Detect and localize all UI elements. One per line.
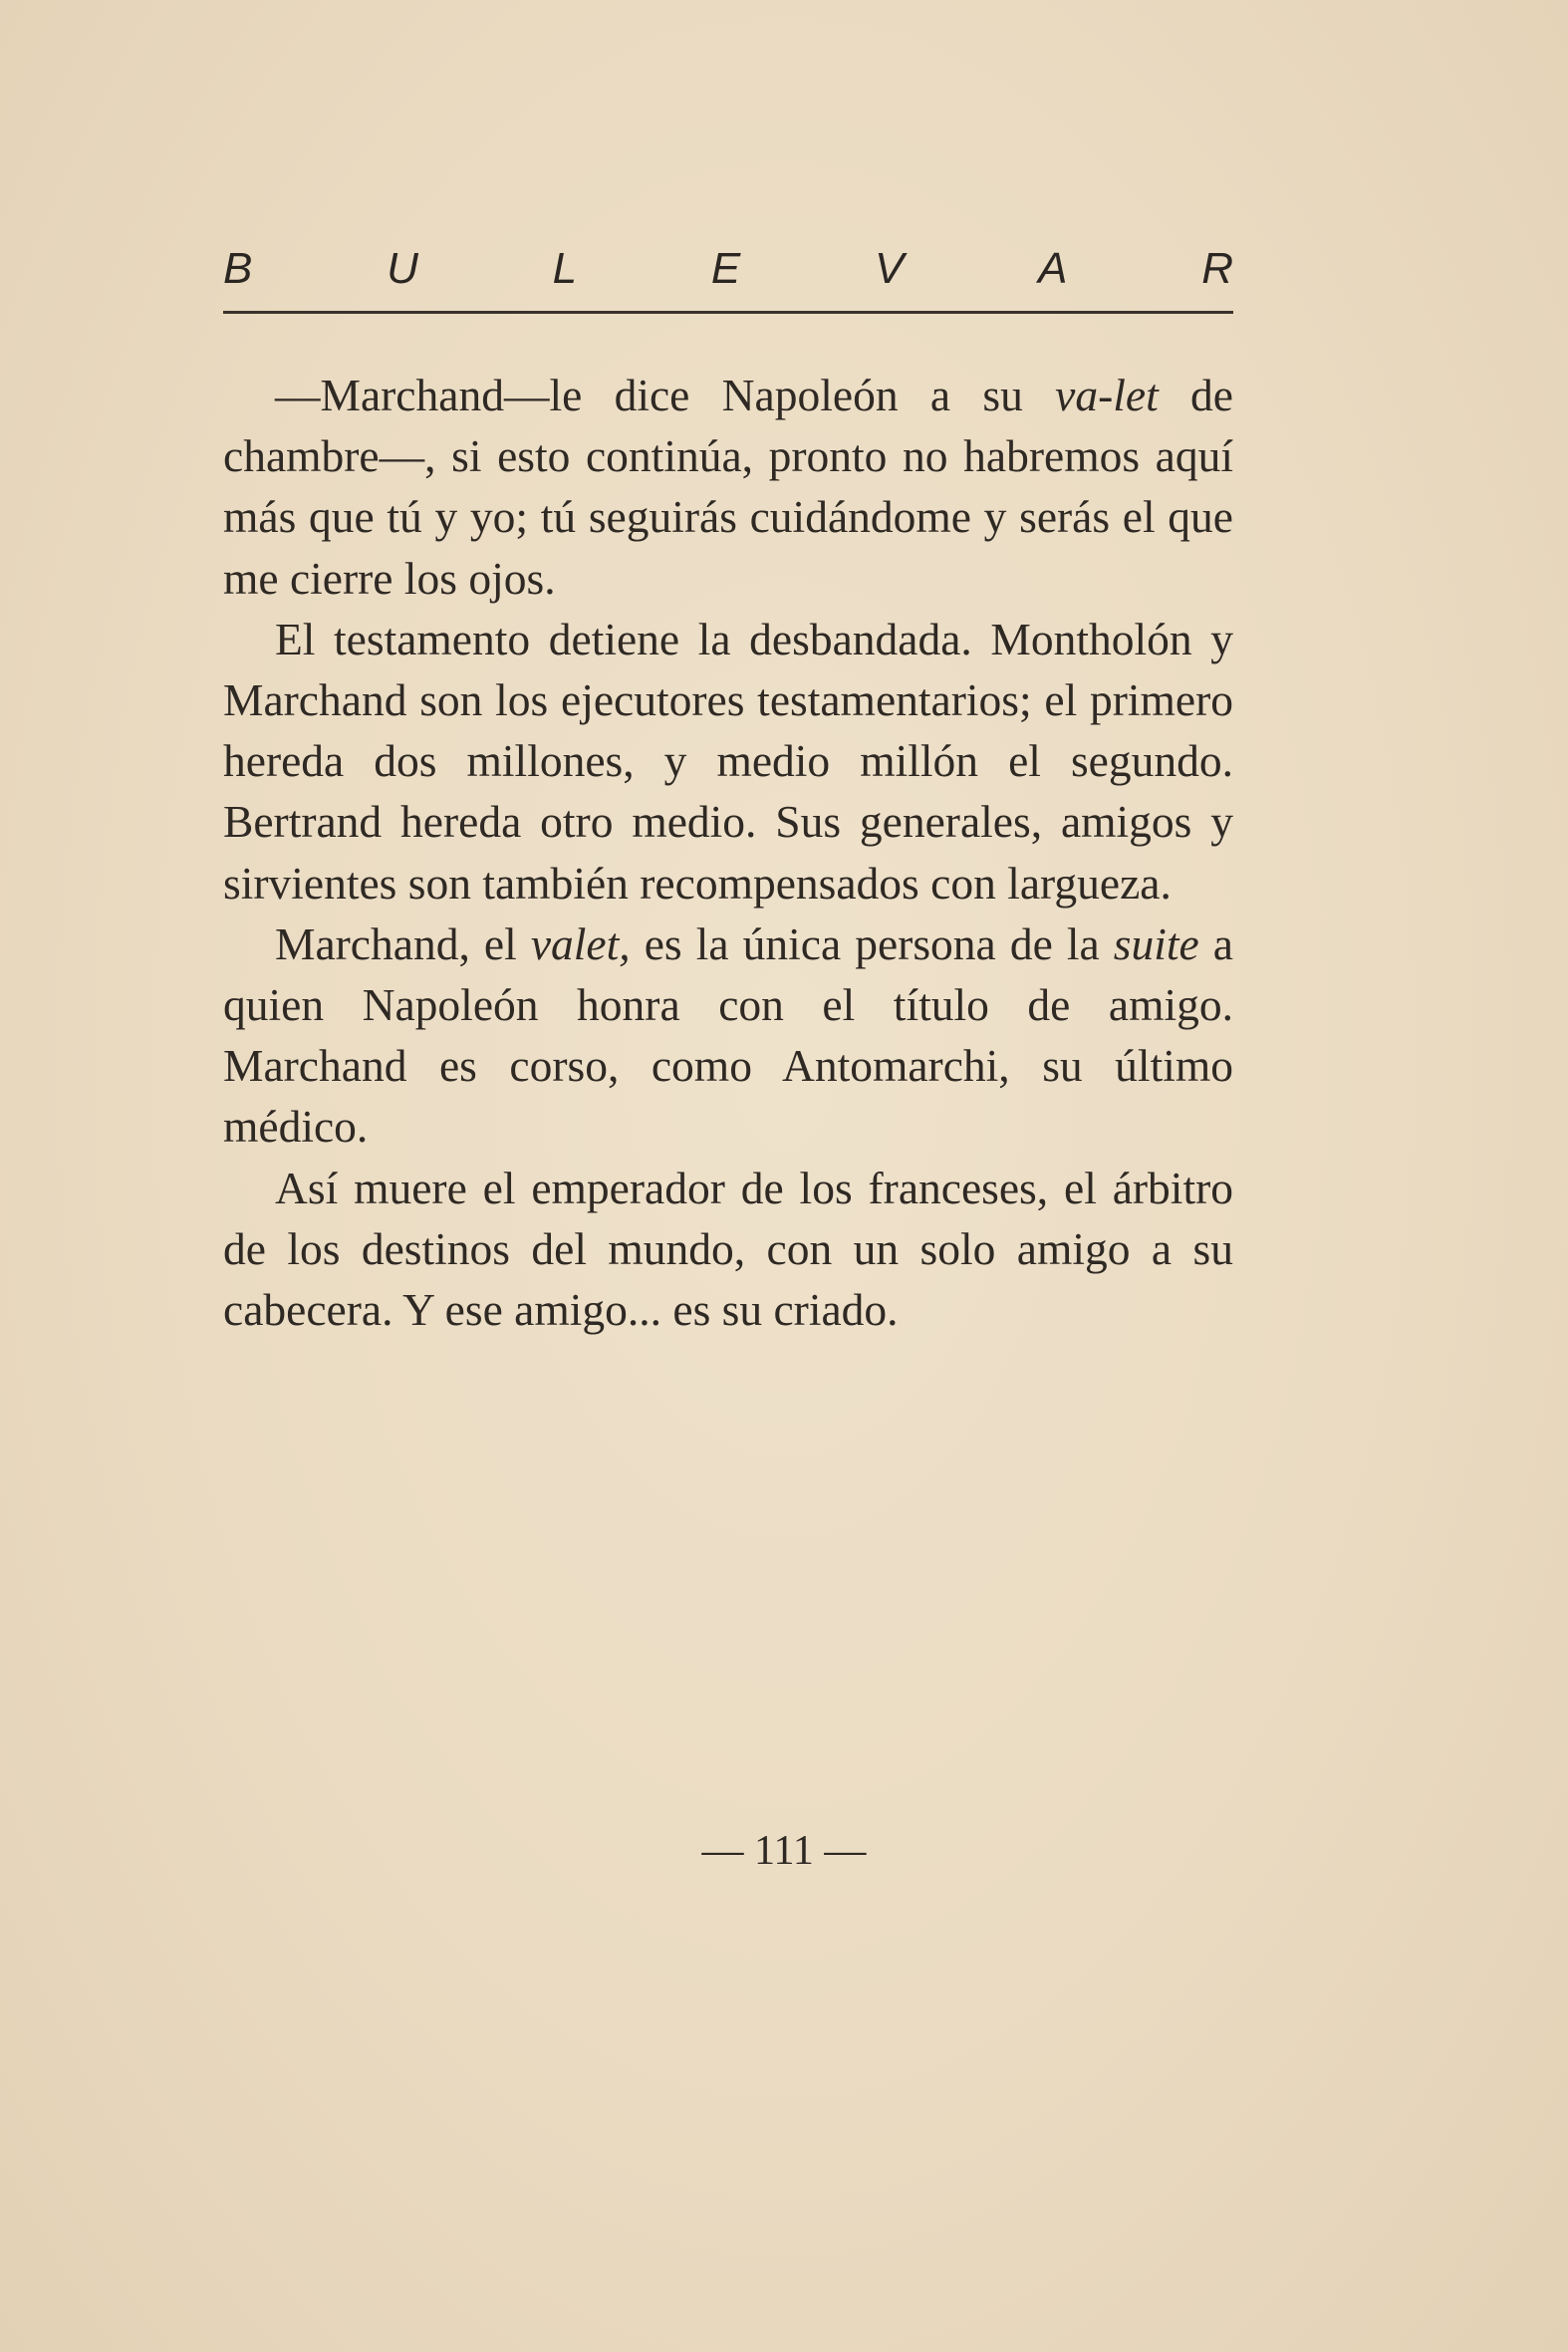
- paragraph: [223, 365, 1233, 609]
- running-head-title: [223, 239, 1233, 299]
- text-run: de chambre—, si esto continúa, pronto no habremos aquí más que tú y yo; tú seguirás cuidándome y serás el que me cierre los ojos.: [223, 370, 1233, 604]
- running-head: [223, 239, 1233, 314]
- running-head-letter: A: [1038, 244, 1068, 293]
- text-run: El testamento detiene la desbandada. Montholón y Marchand son los ejecutores testamentarios; el primero hereda dos millones, y medio millón el segundo. Bertrand hereda otro medio. Sus generales, amigos y sirvientes son también recompensados con largueza.: [223, 613, 1233, 909]
- text-run: es la única persona de la: [630, 917, 1114, 969]
- text-run: Así muere el emperador de los franceses, el árbitro de los destinos del mundo, con un solo amigo a su cabecera. Y ese amigo... es su criado.: [223, 1162, 1233, 1336]
- italic-text-run: valet,: [530, 917, 631, 969]
- paragraph: [223, 914, 1233, 1158]
- running-head-letter: E: [710, 244, 741, 293]
- italic-text-run: va-let: [1055, 370, 1159, 420]
- paragraph: [223, 609, 1233, 914]
- running-head-letter: B: [223, 244, 253, 293]
- running-head-letter: V: [874, 244, 905, 293]
- text-run: —Marchand—le dice Napoleón a su: [275, 370, 1056, 420]
- paragraph: [223, 1158, 1233, 1341]
- running-head-letter: R: [1201, 244, 1233, 293]
- body-text: [223, 365, 1233, 1340]
- text-run: Marchand, el: [275, 917, 531, 969]
- italic-text-run: suite: [1113, 917, 1199, 969]
- page-number: — 111 —: [701, 1828, 867, 1874]
- running-head-letter: U: [387, 244, 418, 293]
- running-head-letter: L: [552, 244, 578, 293]
- text-run: a quien Napoleón honra con el título de amigo. Marchand es corso, como Antomarchi, su último médico.: [223, 917, 1233, 1153]
